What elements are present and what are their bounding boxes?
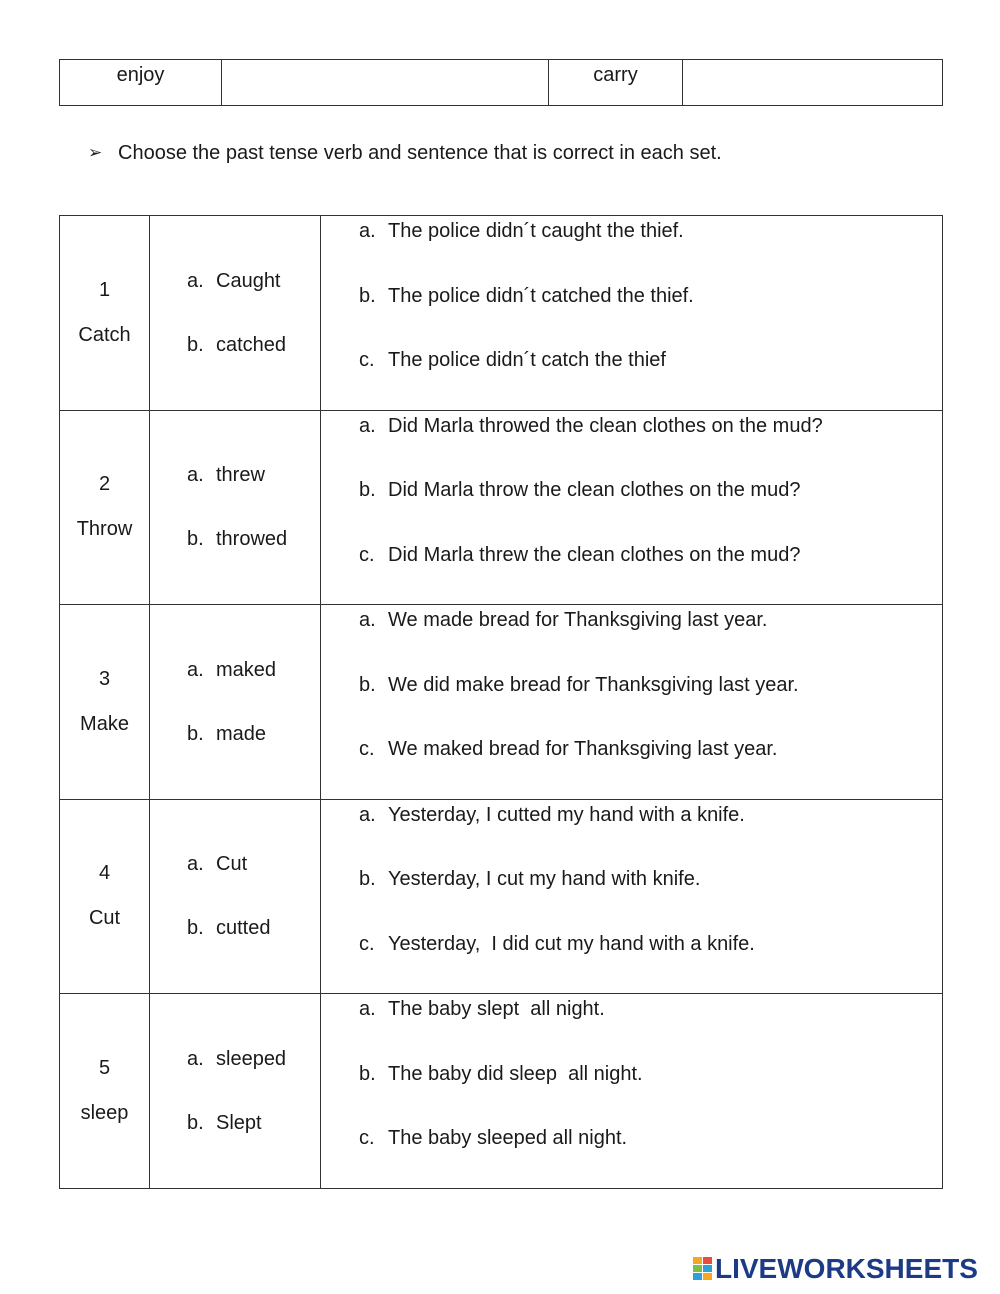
verb-option[interactable] — [187, 249, 320, 313]
option-text: Slept — [216, 1111, 262, 1134]
sentence-options-cell — [321, 216, 943, 411]
sentence-letter: c. — [359, 738, 375, 760]
liveworksheets-logo-icon — [693, 1257, 713, 1281]
verb-option[interactable] — [187, 896, 320, 960]
item-number: 1 — [98, 278, 111, 301]
sentence-letter: c. — [359, 932, 375, 955]
item-number-cell — [60, 216, 150, 411]
option-letter: a. — [187, 269, 204, 292]
sentence-option[interactable] — [359, 994, 942, 1059]
item-verb: Catch — [78, 323, 131, 346]
sentence-option[interactable] — [359, 800, 942, 865]
option-letter: a. — [187, 1047, 204, 1070]
exercise-row — [60, 799, 943, 994]
verb-option[interactable] — [187, 313, 320, 377]
item-verb: Cut — [88, 907, 121, 930]
vocab-answer-input-1[interactable] — [222, 60, 548, 105]
vocab-answer-cell-1[interactable] — [222, 60, 549, 106]
sentence-options-cell — [321, 994, 943, 1189]
sentence-text: The baby sleeped all night. — [388, 1127, 628, 1149]
exercise-row — [60, 410, 943, 605]
sentence-letter: a. — [359, 220, 376, 242]
item-number: 3 — [98, 667, 111, 690]
vocab-word-carry: carry — [549, 60, 683, 106]
option-text: Cut — [216, 853, 248, 876]
item-verb: Make — [80, 712, 129, 735]
sentence-text: Did Marla threw the clean clothes on the mud? — [388, 543, 801, 566]
item-number-cell — [60, 410, 150, 605]
exercise-row — [60, 605, 943, 800]
verb-option[interactable] — [187, 1027, 320, 1091]
sentence-options-cell — [321, 799, 943, 994]
sentence-text: The police didn´t catched the thief. — [388, 284, 694, 307]
option-letter: b. — [187, 528, 204, 551]
verb-option[interactable] — [187, 443, 320, 507]
vocab-answer-input-2[interactable] — [683, 60, 942, 105]
sentence-letter: b. — [359, 284, 376, 307]
option-letter: a. — [187, 464, 204, 487]
item-number: 2 — [98, 473, 111, 496]
sentence-option[interactable] — [359, 1059, 942, 1124]
option-text: threw — [216, 464, 265, 487]
item-verb: sleep — [80, 1101, 129, 1124]
option-text: throwed — [216, 528, 288, 551]
option-text: catched — [216, 333, 287, 356]
verb-option[interactable] — [187, 832, 320, 896]
sentence-letter: b. — [359, 673, 376, 696]
verb-option[interactable] — [187, 1091, 320, 1155]
sentence-options-cell — [321, 605, 943, 800]
instruction-text: Choose the past tense verb and sentence that is correct in each set. — [118, 142, 722, 164]
sentence-option[interactable] — [359, 540, 942, 605]
option-text: maked — [216, 658, 277, 681]
verb-options-cell — [150, 410, 321, 605]
verb-options-cell — [150, 799, 321, 994]
verb-options-cell — [150, 216, 321, 411]
verb-option[interactable] — [187, 507, 320, 571]
exercise-row — [60, 994, 943, 1189]
vocab-table — [59, 59, 943, 106]
sentence-option[interactable] — [359, 605, 942, 670]
sentence-letter: b. — [359, 1062, 376, 1085]
sentence-option[interactable] — [359, 345, 942, 410]
sentence-option[interactable] — [359, 475, 942, 540]
option-letter: b. — [187, 722, 204, 745]
option-letter: b. — [187, 917, 204, 940]
sentence-text: We did make bread for Thanksgiving last year. — [388, 673, 799, 696]
arrow-bullet-icon: ➢ — [88, 143, 103, 162]
sentence-option[interactable] — [359, 864, 942, 929]
sentence-letter: a. — [359, 414, 376, 437]
sentence-text: The police didn´t catch the thief — [388, 349, 666, 371]
sentence-option[interactable] — [359, 929, 942, 994]
option-text: Caught — [216, 269, 281, 292]
sentence-text: Did Marla throw the clean clothes on the mud? — [388, 479, 801, 501]
sentence-text: Did Marla throwed the clean clothes on the mud? — [388, 414, 823, 437]
sentence-letter: c. — [359, 543, 375, 566]
vocab-row — [60, 60, 943, 106]
sentence-options-cell — [321, 410, 943, 605]
option-text: made — [216, 722, 267, 745]
sentence-letter: a. — [359, 998, 376, 1020]
sentence-option[interactable] — [359, 1123, 942, 1188]
sentence-option[interactable] — [359, 281, 942, 346]
option-letter: a. — [187, 658, 204, 681]
sentence-letter: c. — [359, 349, 375, 371]
item-number-cell — [60, 605, 150, 800]
option-text: cutted — [216, 917, 271, 940]
sentence-letter: c. — [359, 1127, 375, 1149]
sentence-letter: a. — [359, 609, 376, 631]
vocab-answer-cell-2[interactable] — [683, 60, 943, 106]
option-letter: b. — [187, 333, 204, 356]
item-number: 5 — [98, 1056, 111, 1079]
sentence-option[interactable] — [359, 670, 942, 735]
sentence-text: We maked bread for Thanksgiving last year. — [388, 738, 778, 760]
logo-text: LIVEWORKSHEETS — [715, 1253, 978, 1284]
item-verb: Throw — [76, 518, 133, 541]
verb-options-cell — [150, 994, 321, 1189]
sentence-option[interactable] — [359, 411, 942, 476]
sentence-text: Yesterday, I cutted my hand with a knife. — [388, 803, 745, 826]
option-letter: a. — [187, 853, 204, 876]
vocab-word-enjoy: enjoy — [60, 60, 222, 106]
verb-option[interactable] — [187, 638, 320, 702]
item-number: 4 — [98, 862, 111, 885]
exercise-table — [59, 215, 943, 1189]
sentence-text: We made bread for Thanksgiving last year. — [388, 609, 768, 631]
verb-options-cell — [150, 605, 321, 800]
sentence-text: Yesterday, I did cut my hand with a knife. — [388, 932, 755, 955]
item-number-cell — [60, 799, 150, 994]
exercise-body — [60, 216, 943, 1189]
sentence-letter: b. — [359, 479, 376, 501]
option-letter: b. — [187, 1111, 204, 1134]
item-number-cell — [60, 994, 150, 1189]
sentence-text: The police didn´t caught the thief. — [388, 220, 684, 242]
sentence-option[interactable] — [359, 734, 942, 799]
verb-option[interactable] — [187, 702, 320, 766]
sentence-text: Yesterday, I cut my hand with knife. — [388, 868, 701, 890]
sentence-text: The baby did sleep all night. — [388, 1062, 643, 1085]
sentence-option[interactable] — [359, 216, 942, 281]
sentence-text: The baby slept all night. — [388, 998, 605, 1020]
instruction — [88, 138, 722, 168]
exercise-row — [60, 216, 943, 411]
option-text: sleeped — [216, 1047, 287, 1070]
sentence-letter: b. — [359, 868, 376, 890]
liveworksheets-logo — [693, 1254, 978, 1284]
sentence-letter: a. — [359, 803, 376, 826]
